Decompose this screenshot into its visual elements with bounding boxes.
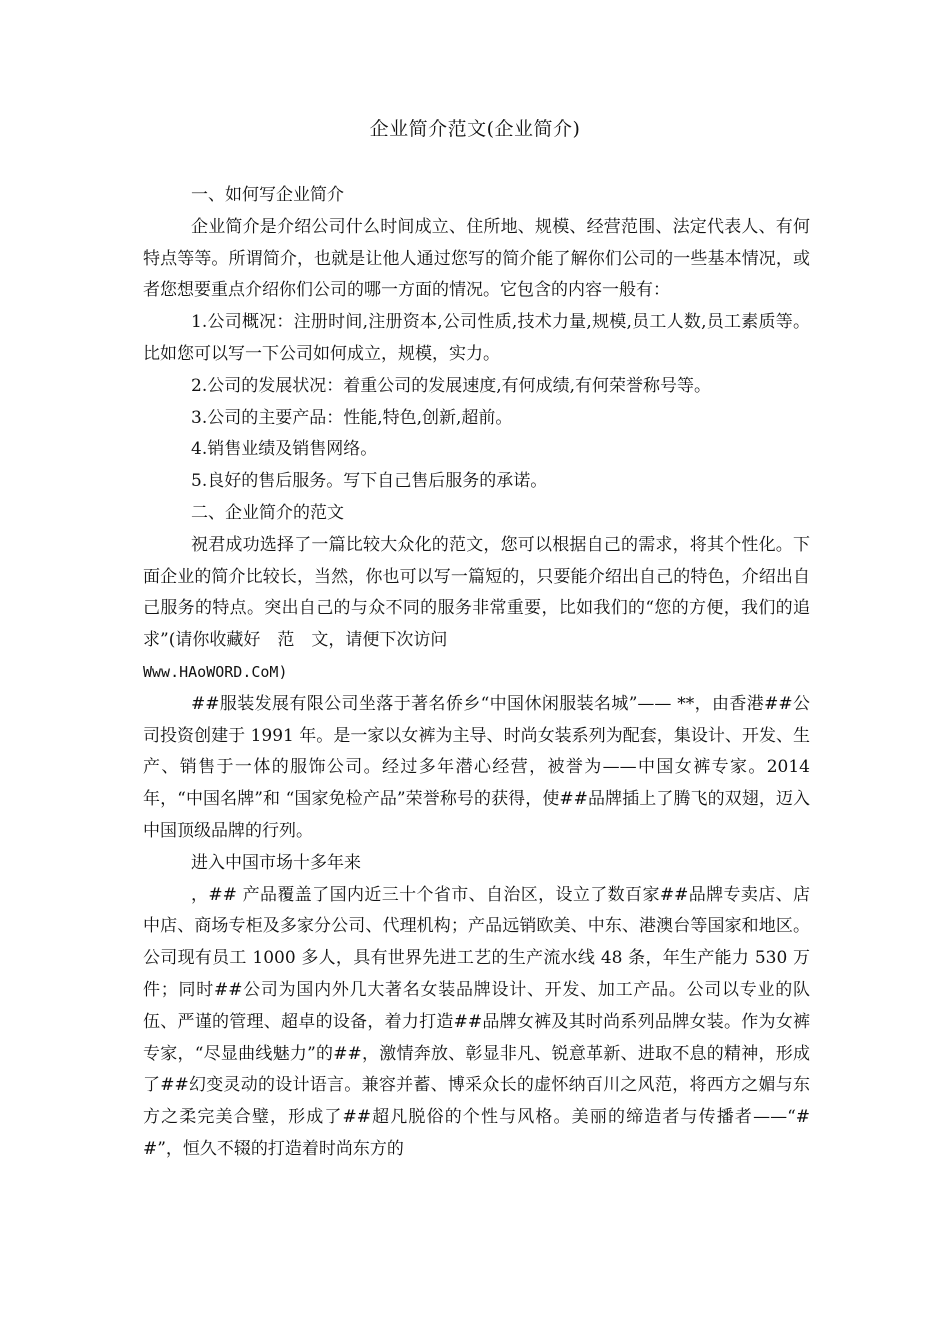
paragraph-website: Www.HAoWORD.CoM) (143, 662, 288, 681)
paragraph-intro: 企业简介是介绍公司什么时间成立、住所地、规模、经营范围、法定代表人、有何特点等等。所谓简介，也就是让他人通过您写的简介能了解你们公司的一些基本情况，或者您想要重点介绍你们公司的哪一方面的情况。它包含的内容一般有： (143, 216, 810, 301)
list-item-sales-network: 4.销售业绩及销售网络。 (191, 439, 378, 460)
paragraph-market-details: ，## 产品覆盖了国内近三十个省市、自治区，设立了数百家##品牌专卖店、店中店、商场专柜及多家分公司、代理机构；产品远销欧美、中东、港澳台等国家和地区。公司现有员工 1000 多人，具有世界先进工艺的生产流水线 48 条，年生产能力 530 万件；同时##公司为国内外几大著名女装品牌设计、开发、加工产品。公司以专业的队伍、严谨的管理、超卓的设备，着力打造##品牌女裤及其时尚系列品牌女装。作为女裤专家，“尽显曲线魅力”的##，激情奔放、彰显非凡、锐意革新、进取不息的精神，形成了##幻变灵动的设计语言。兼容并蓄、博采众长的虚怀纳百川之风范，将西方之媚与东方之柔完美合璧，形成了##超凡脱俗的个性与风格。美丽的缔造者与传播者——“##”，恒久不辍的打造着时尚东方的 (143, 884, 810, 1159)
document-title: 企业简介范文(企业简介) (369, 118, 581, 140)
list-item-after-sales: 5.良好的售后服务。写下自己售后服务的承诺。 (191, 471, 548, 492)
document-body (143, 180, 810, 1166)
section-heading-how-to-write: 一、如何写企业简介 (191, 185, 344, 205)
paragraph-sample-intro: 祝君成功选择了一篇比较大众化的范文，您可以根据自己的需求，将其个性化。下面企业的简介比较长，当然，你也可以写一篇短的，只要能介绍出自己的特色，介绍出自己服务的特点。突出自己的与众不同的服务非常重要，比如我们的“您的方便，我们的追求”(请你收藏好 范 文，请便下次访问 (143, 534, 810, 651)
paragraph-market-heading: 进入中国市场十多年来 (191, 852, 361, 873)
list-item-company-overview: 1.公司概况：注册时间,注册资本,公司性质,技术力量,规模,员工人数,员工素质等。比如您可以写一下公司如何成立，规模，实力。 (143, 312, 810, 364)
list-item-development-status: 2.公司的发展状况：着重公司的发展速度,有何成绩,有何荣誉称号等。 (191, 375, 712, 396)
list-item-main-products: 3.公司的主要产品：性能,特色,创新,超前。 (191, 407, 513, 428)
paragraph-company-profile: ##服装发展有限公司坐落于著名侨乡“中国休闲服装名城”—— **，由香港##公司投资创建于 1991 年。是一家以女裤为主导、时尚女装系列为配套，集设计、开发、生产、销售于一体的服饰公司。经过多年潜心经营，被誉为——中国女裤专家。2014 年，“中国名牌”和 “国家免检产品”荣誉称号的获得，使##品牌插上了腾飞的双翅，迈入中国顶级品牌的行列。 (143, 693, 810, 841)
section-heading-sample: 二、企业简介的范文 (191, 502, 344, 523)
